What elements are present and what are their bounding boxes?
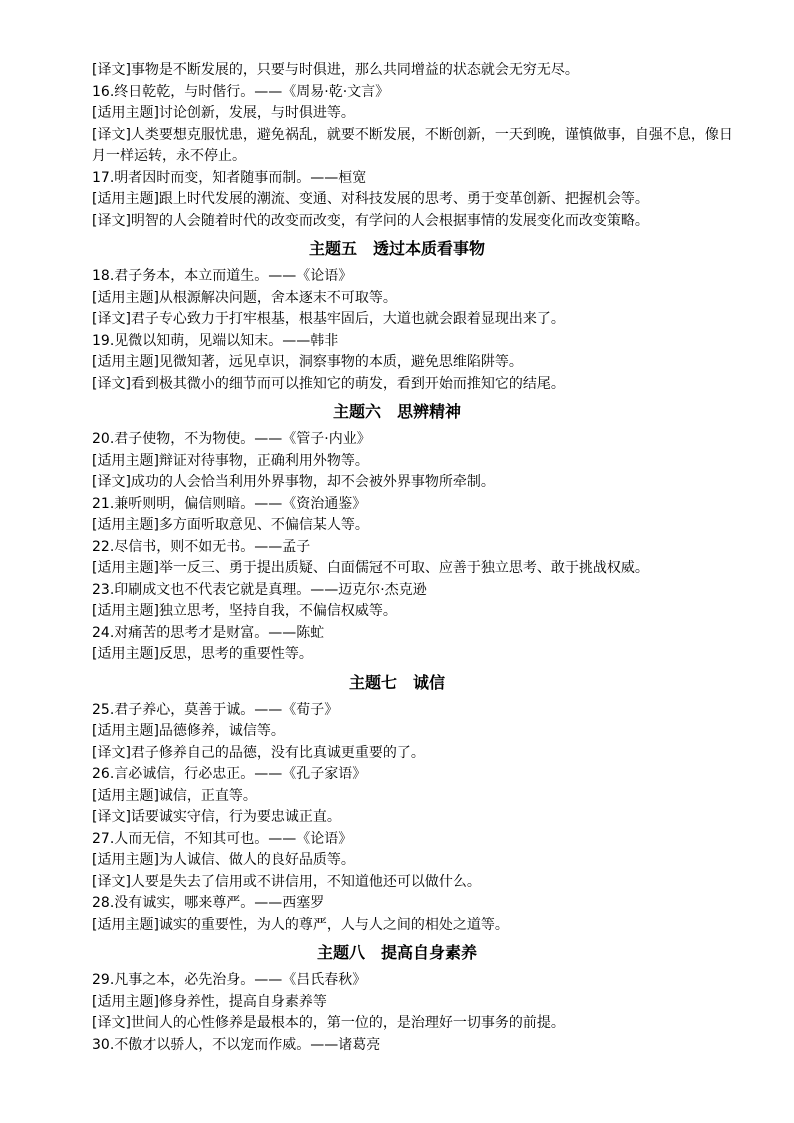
section-heading: 主题六 思辨精神 <box>332 402 461 421</box>
theme-line: [适用主题]诚信，正直等。 <box>92 787 257 804</box>
quote-line: 18.君子务本，本立而道生。——《论语》 <box>92 268 353 284</box>
section-theme-8 <box>92 942 734 1056</box>
section-heading: 主题八 提高自身素养 <box>316 943 477 962</box>
quote-line: 17.明者因时而变，知者随事而制。——桓宽 <box>92 169 367 186</box>
quote-line: 21.兼听则明，偏信则暗。——《资治通鉴》 <box>92 495 367 512</box>
quote-line: 29.凡事之本，必先治身。——《吕氏春秋》 <box>92 972 367 988</box>
translation-line: [译文]君子专心致力于打牢根基，根基牢固后，大道也就会跟着显现出来了。 <box>92 311 565 327</box>
section-theme-7 <box>92 672 734 937</box>
section-heading: 主题七 诚信 <box>348 672 445 692</box>
theme-line: [适用主题]跟上时代发展的潮流、变通、对科技发展的思考、勇于变革创新、把握机会等。 <box>92 191 649 207</box>
theme-line: [适用主题]见微知著，远见卓识，洞察事物的本质，避免思维陷阱等。 <box>92 354 523 370</box>
theme-line: [适用主题]诚实的重要性，为人的尊严，人与人之间的相处之道等。 <box>92 916 509 933</box>
quote-line: 27.人而无信，不知其可也。——《论语》 <box>92 830 353 847</box>
quote-line: 24.对痛苦的思考才是财富。——陈虻 <box>92 624 325 641</box>
translation-line <box>60 125 734 168</box>
translation-line: [译文]成功的人会恰当利用外界事物，却不会被外界事物所牵制。 <box>92 474 495 490</box>
translation-line: [译文]事物是不断发展的，只要与时俱进，那么共同增益的状态就会无穷无尽。 <box>92 62 579 78</box>
theme-line: [适用主题]从根源解决问题，舍本逐末不可取等。 <box>92 289 397 306</box>
quote-line: 30.不傲才以骄人，不以宠而作威。——诸葛亮 <box>92 1036 381 1053</box>
quote-line: 26.言必诚信，行必忠正。——《孔子家语》 <box>92 766 367 782</box>
quote-line: 22.尽信书，则不如无书。——孟子 <box>92 538 311 555</box>
translation-text: [译文]人类要想克服忧患，避免祸乱，就要不断发展，不断创新，一天到晚，谨慎做事，自强不息，像日月一样运转，永不停止。 <box>92 126 733 164</box>
quote-line: 16.终日乾乾，与时偕行。——《周易·乾·文言》 <box>92 83 390 100</box>
quote-line: 20.君子使物，不为物使。——《管子·内业》 <box>92 431 371 447</box>
theme-line: [适用主题]反思，思考的重要性等。 <box>92 646 313 662</box>
translation-line: [译文]世间人的心性修养是最根本的，第一位的，是治理好一切事务的前提。 <box>92 1015 565 1031</box>
translation-line: [译文]君子修养自己的品德，没有比真诚更重要的了。 <box>92 744 425 761</box>
quote-line: 19.见微以知萌，见端以知末。——韩非 <box>92 332 339 349</box>
translation-line: [译文]人要是失去了信用或不讲信用，不知道他还可以做什么。 <box>92 873 481 890</box>
section-theme-6 <box>92 401 734 666</box>
theme-line: [适用主题]品德修养，诚信等。 <box>92 723 285 739</box>
theme-line: [适用主题]为人诚信、做人的良好品质等。 <box>92 852 355 868</box>
translation-line: [译文]话要诚实守信，行为要忠诚正直。 <box>92 809 341 825</box>
theme-line: [适用主题]独立思考，坚持自我，不偏信权威等。 <box>92 603 397 619</box>
theme-line: [适用主题]多方面听取意见、不偏信某人等。 <box>92 517 369 533</box>
section-heading: 主题五 透过本质看事物 <box>308 239 485 258</box>
translation-line: [译文]看到极其微小的细节而可以推知它的萌发，看到开始而推知它的结尾。 <box>92 375 565 392</box>
theme-line: [适用主题]辩证对待事物，正确利用外物等。 <box>92 452 369 469</box>
translation-line: [译文]明智的人会随着时代的改变而改变，有学问的人会根据事情的发展变化而改变策略。 <box>92 212 649 229</box>
quote-line: 23.印刷成文也不代表它就是真理。——迈克尔·杰克逊 <box>92 581 427 598</box>
quote-line: 25.君子养心，莫善于诚。——《荀子》 <box>92 701 339 718</box>
quote-line: 28.没有诚实，哪来尊严。——西塞罗 <box>92 895 325 911</box>
section-theme-5 <box>92 238 734 395</box>
section-intro <box>92 60 734 232</box>
theme-line: [适用主题]修身养性，提高自身素养等 <box>92 993 327 1010</box>
theme-line: [适用主题]举一反三、勇于提出质疑、白面儒冠不可取、应善于独立思考、敢于挑战权威。 <box>92 560 649 576</box>
theme-line: [适用主题]讨论创新，发展，与时俱进等。 <box>92 105 355 121</box>
